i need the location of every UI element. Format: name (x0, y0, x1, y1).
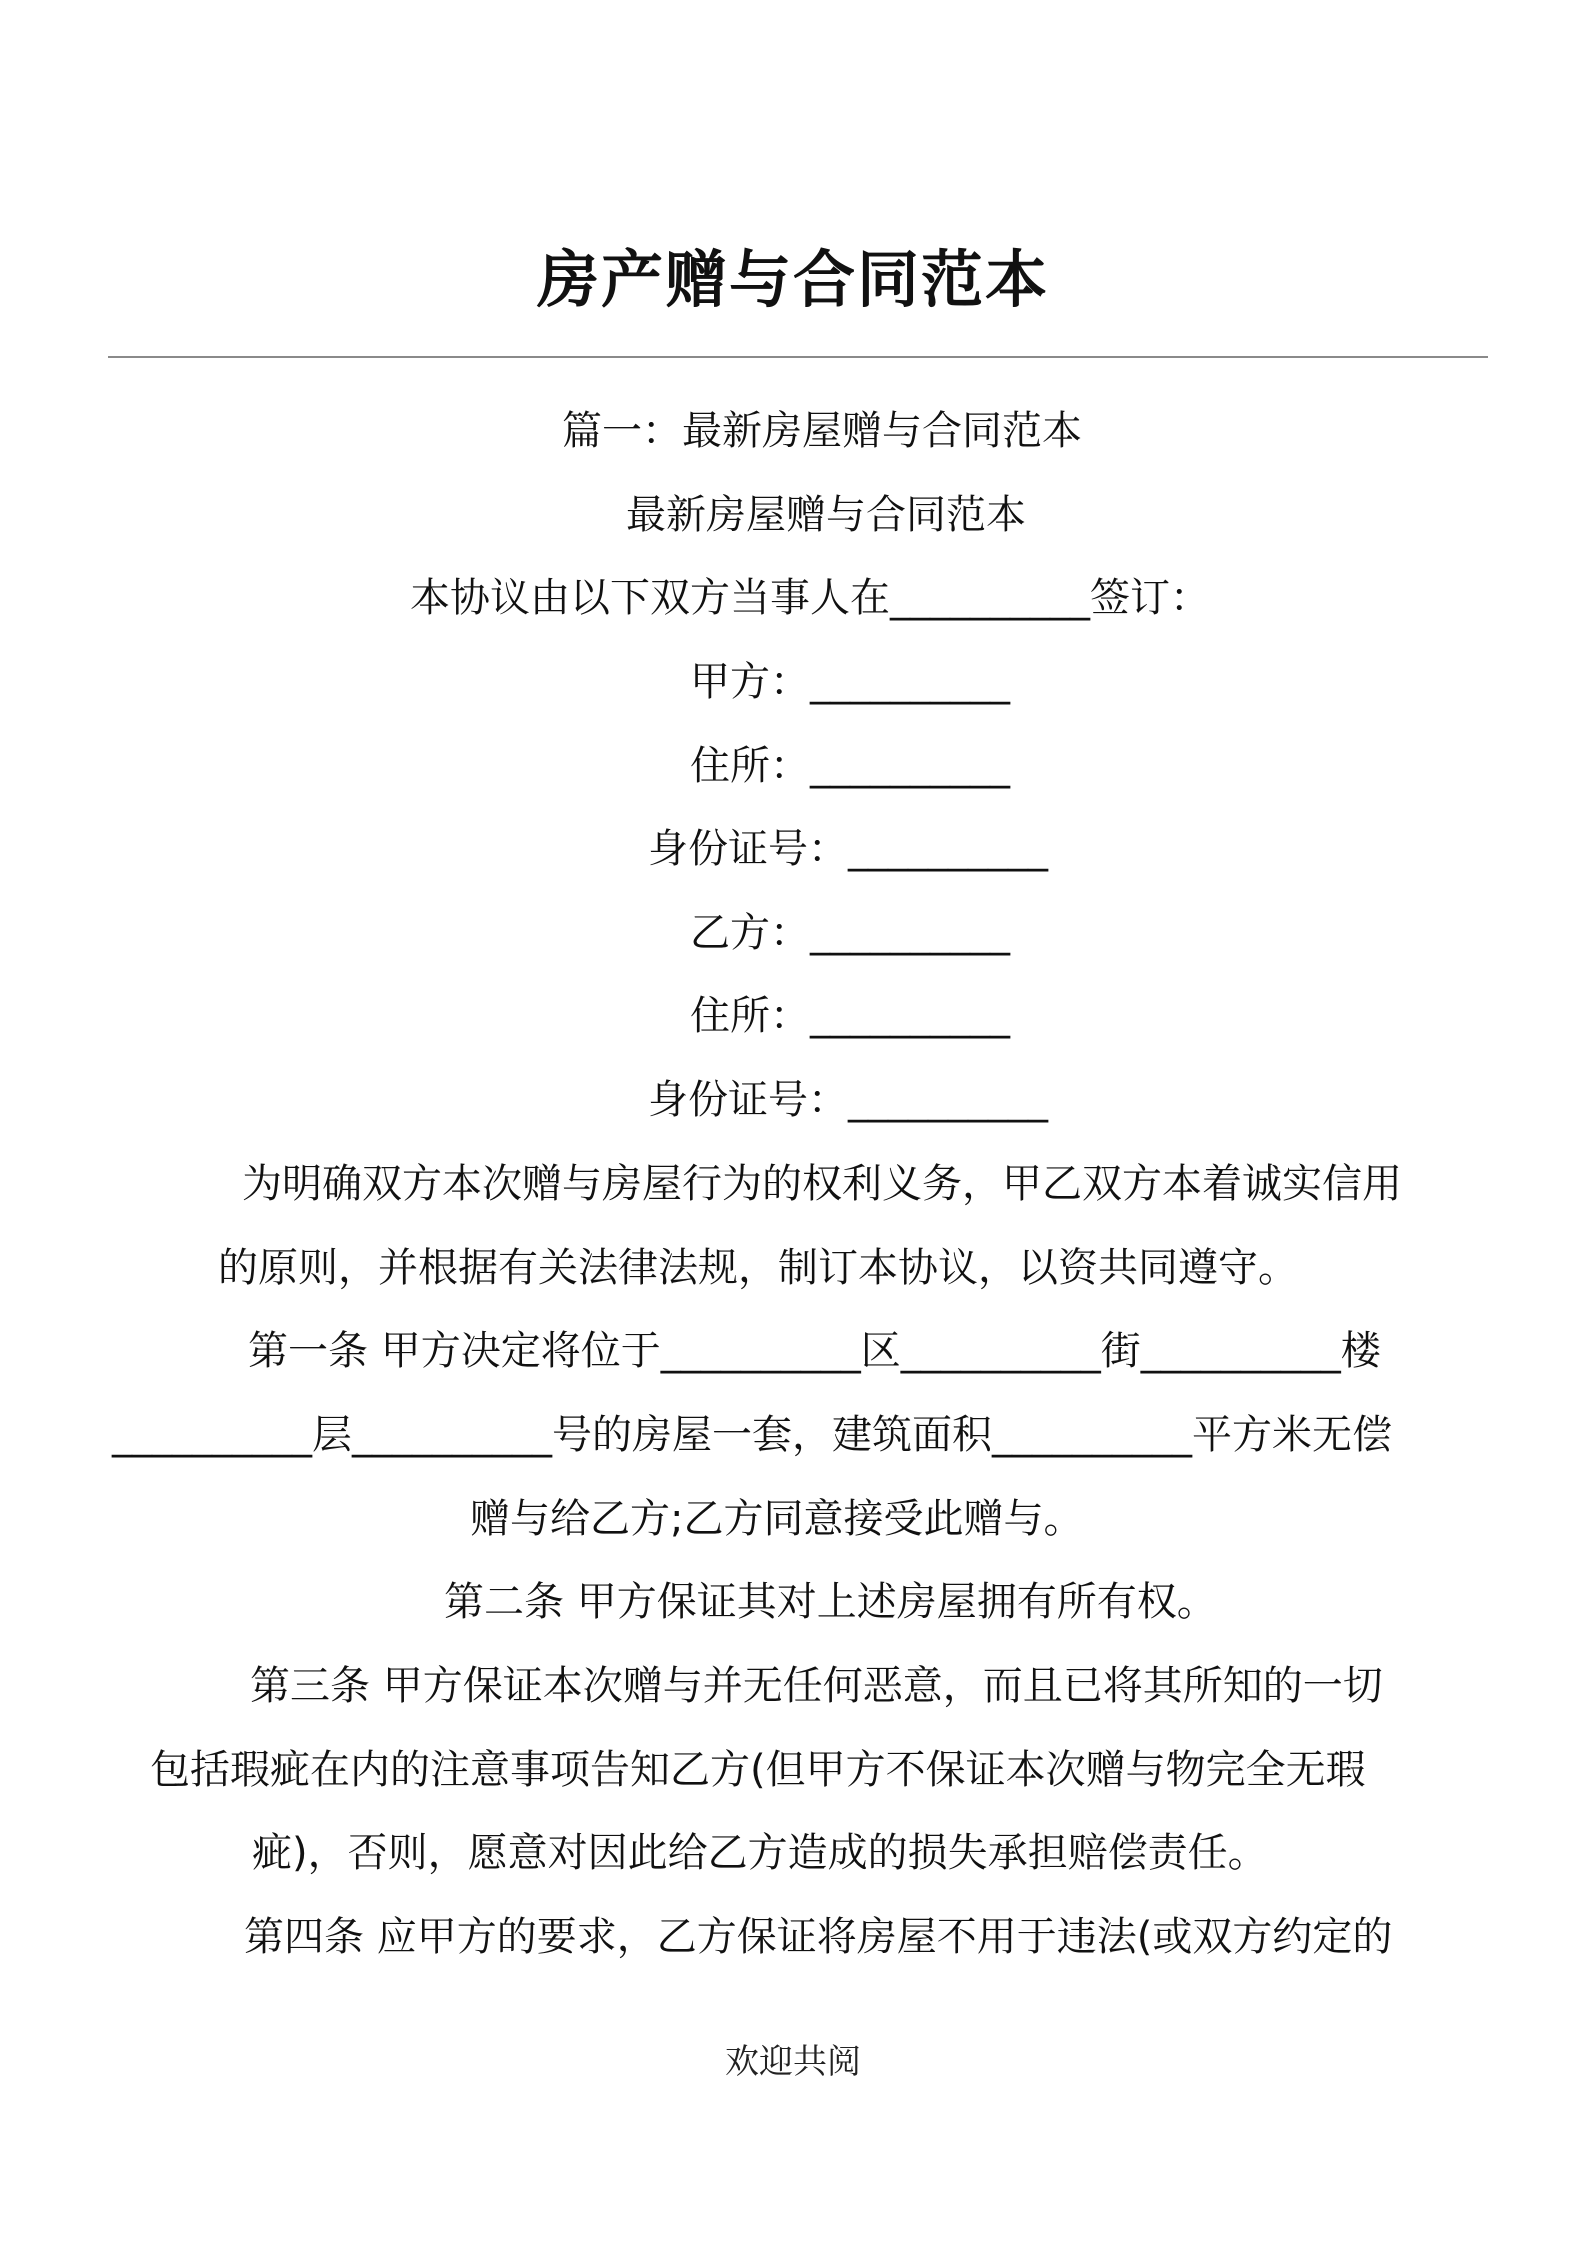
title-divider (108, 356, 1488, 358)
agreement-intro: 本协议由以下双方当事人在__________签订： (410, 575, 1210, 621)
party-a-field: 甲方：__________ (690, 659, 1010, 705)
article-3-line-3: 疵)，否则，愿意对因此给乙方造成的损失承担赔偿责任。 (252, 1830, 1268, 1876)
contract-subtitle: 最新房屋赠与合同范本 (626, 492, 1026, 538)
article-1-line-3: 赠与给乙方;乙方同意接受此赠与。 (470, 1496, 1084, 1542)
preamble-line-2: 的原则，并根据有关法律法规，制订本协议，以资共同遵守。 (218, 1245, 1298, 1291)
article-3-line-2: 包括瑕疵在内的注意事项告知乙方(但甲方不保证本次赠与物完全无瑕 (150, 1747, 1366, 1793)
document-title: 房产赠与合同范本 (536, 243, 1049, 316)
article-2: 第二条 甲方保证其对上述房屋拥有所有权。 (444, 1579, 1217, 1625)
article-1-line-2: __________层__________号的房屋一套，建筑面积__________平方米无偿 (112, 1412, 1392, 1458)
section-heading: 篇一：最新房屋赠与合同范本 (562, 408, 1082, 454)
party-b-id-field: 身份证号：__________ (648, 1077, 1048, 1123)
article-3-line-1: 第三条 甲方保证本次赠与并无任何恶意，而且已将其所知的一切 (250, 1663, 1383, 1709)
article-4-line-1: 第四条 应甲方的要求，乙方保证将房屋不用于违法(或双方约定的 (244, 1914, 1393, 1960)
party-b-field: 乙方：__________ (690, 910, 1010, 956)
page-footer: 欢迎共阅 (725, 2042, 861, 2082)
article-1-line-1: 第一条 甲方决定将位于__________区__________街__________楼 (248, 1328, 1381, 1374)
party-a-id-field: 身份证号：__________ (648, 826, 1048, 872)
party-b-address-field: 住所：__________ (690, 993, 1010, 1039)
party-a-address-field: 住所：__________ (690, 743, 1010, 789)
preamble-line-1: 为明确双方本次赠与房屋行为的权利义务，甲乙双方本着诚实信用 (242, 1161, 1402, 1207)
